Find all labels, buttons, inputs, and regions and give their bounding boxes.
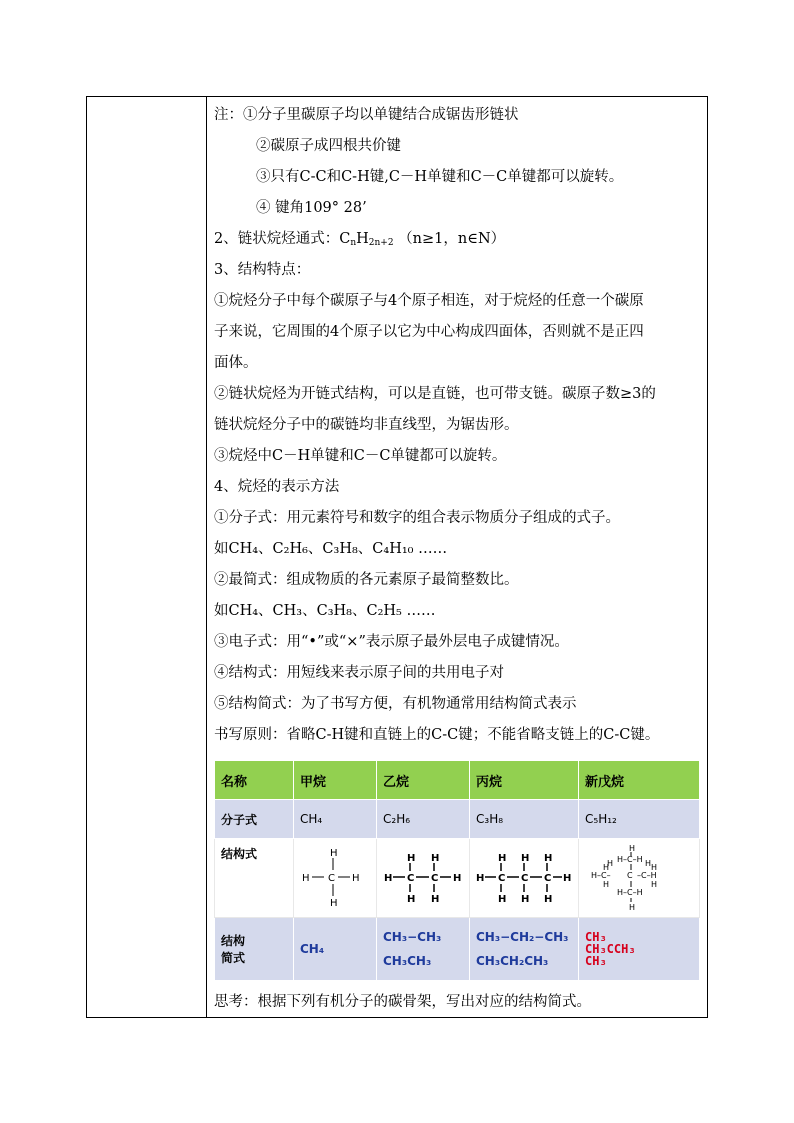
header-methane: 甲烷 [294, 761, 377, 800]
svg-text:H: H [603, 879, 610, 889]
svg-text:H: H [476, 872, 485, 884]
structure-p2-a: ②链状烷烃为开链式结构，可以是直链，也可带支链。碳原子数≥3的 [214, 386, 656, 402]
svg-text:H: H [431, 852, 440, 864]
svg-text:H: H [521, 893, 530, 905]
method-5: ⑤结构简式：为了书写方便，有机物通常用结构简式表示 [214, 696, 577, 712]
header-ethane: 乙烷 [377, 761, 470, 800]
method-2-example: 如CH₄、CH₃、C₃H₈、C₂H₅ …… [214, 603, 436, 619]
propane-condensed-line1: CH₃−CH₂−CH₃ [476, 930, 569, 944]
svg-text:–C–H: –C–H [637, 870, 657, 880]
general-formula-h: H [356, 231, 369, 247]
methane-structure-diagram [300, 844, 366, 910]
svg-text:H: H [603, 862, 610, 872]
svg-text:C: C [544, 872, 552, 884]
table-row-condensed-formula [215, 918, 700, 981]
row-label-condensed-line1: 结构 [221, 934, 246, 948]
svg-text:C: C [407, 872, 415, 884]
content-cell [214, 100, 704, 751]
cell-propane-formula: C₃H₈ [470, 800, 579, 839]
table-row-molecular-formula [215, 800, 700, 839]
svg-text:C: C [328, 872, 335, 884]
table-header-row [215, 761, 700, 800]
svg-text:H: H [498, 893, 507, 905]
svg-text:H: H [330, 847, 338, 859]
svg-text:H: H [453, 872, 462, 884]
svg-text:H–C–H: H–C–H [617, 854, 643, 864]
svg-text:H: H [629, 902, 636, 912]
structure-p1-b: 子来说，它周围的4个原子以它为中心构成四面体，否则就不是正四 [214, 324, 644, 340]
cell-methane-structure [294, 839, 377, 918]
svg-text:H: H [498, 852, 507, 864]
cell-propane-condensed [470, 918, 579, 981]
general-formula-line [214, 224, 704, 255]
writing-rule: 书写原则：省略C-H键和直链上的C-C键；不能省略支链上的C-C键。 [214, 727, 660, 743]
svg-text:H: H [563, 872, 572, 884]
header-propane: 丙烷 [470, 761, 579, 800]
table-row-structural-formula [215, 839, 700, 918]
row-label-molecular: 分子式 [215, 800, 294, 839]
svg-text:H–C–: H–C– [591, 870, 611, 880]
svg-text:H: H [407, 852, 416, 864]
method-3: ③电子式：用“•”或“×”表示原子最外层电子成键情况。 [214, 634, 569, 650]
cell-ethane-structure [377, 839, 470, 918]
svg-text:C: C [521, 872, 529, 884]
header-name: 名称 [215, 761, 294, 800]
structure-p2-b: 链状烷烃分子中的碳链均非直线型，为锯齿形。 [214, 417, 519, 433]
svg-text:C: C [431, 872, 439, 884]
svg-text:H: H [607, 858, 614, 868]
method-4: ④结构式：用短线来表示原子间的共用电子对 [214, 665, 504, 681]
neopentane-structure-diagram [585, 842, 685, 912]
svg-text:H: H [544, 893, 553, 905]
representation-heading: 4、烷烃的表示方法 [214, 479, 340, 495]
general-formula-suffix: （n≥1，n∈N） [393, 231, 506, 247]
alkane-table [214, 760, 700, 981]
general-formula-prefix: 2、链状烷烃通式：C [214, 231, 351, 247]
propane-condensed-line2: CH₃CH₂CH₃ [476, 954, 549, 968]
svg-text:H: H [645, 858, 652, 868]
svg-text:C: C [498, 872, 506, 884]
svg-text:H: H [302, 872, 310, 884]
thinking-prompt: 思考：根据下列有机分子的碳骨架，写出对应的结构简式。 [214, 994, 591, 1010]
propane-structure-diagram [476, 849, 572, 905]
structure-p1-c: 面体。 [214, 355, 258, 371]
svg-text:H: H [651, 862, 658, 872]
cell-methane-condensed: CH₄ [294, 918, 377, 981]
ethane-condensed-line1: CH₃−CH₃ [383, 930, 442, 944]
cell-neopentane-structure [579, 839, 700, 918]
structure-p3: ③烷烃中C－H单键和C－C单键都可以旋转。 [214, 448, 507, 464]
note-line-4: ④ 键角109° 28’ [256, 200, 367, 216]
header-neopentane: 新戊烷 [579, 761, 700, 800]
note-line-3: ③只有C-C和C-H键,C－H单键和C－C单键都可以旋转。 [256, 169, 624, 185]
method-1-example: 如CH₄、C₂H₆、C₃H₈、C₄H₁₀ …… [214, 541, 448, 557]
cell-methane-formula: CH₄ [294, 800, 377, 839]
svg-text:H–C–H: H–C–H [617, 887, 643, 897]
svg-text:H: H [629, 843, 636, 853]
svg-text:C: C [627, 870, 633, 880]
method-2: ②最简式：组成物质的各元素原子最简整数比。 [214, 572, 519, 588]
ethane-condensed-line2: CH₃CH₃ [383, 954, 432, 968]
ethane-structure-diagram [383, 849, 463, 905]
method-1: ①分子式：用元素符号和数字的组合表示物质分子组成的式子。 [214, 510, 620, 526]
svg-text:H: H [431, 893, 440, 905]
general-formula-sub-n: n [350, 238, 357, 248]
svg-text:H: H [544, 852, 553, 864]
note-line-1: 注：①分子里碳原子均以单键结合成锯齿形链状 [214, 107, 519, 123]
note-line-2: ②碳原子成四根共价键 [256, 138, 401, 154]
cell-neopentane-formula: C₅H₁₂ [579, 800, 700, 839]
column-divider [206, 96, 207, 1018]
svg-text:H: H [384, 872, 393, 884]
svg-text:H: H [521, 852, 530, 864]
svg-text:H: H [330, 897, 338, 909]
cell-propane-structure [470, 839, 579, 918]
svg-text:H: H [407, 893, 416, 905]
svg-text:H: H [651, 879, 658, 889]
cell-ethane-formula: C₂H₆ [377, 800, 470, 839]
cell-ethane-condensed [377, 918, 470, 981]
row-label-condensed [215, 918, 294, 981]
structure-p1-a: ①烷烃分子中每个碳原子与4个原子相连，对于烷烃的任意一个碳原 [214, 293, 644, 309]
svg-text:H: H [352, 872, 360, 884]
general-formula-sub-2n2: 2n+2 [368, 238, 394, 248]
row-label-condensed-line2: 简式 [221, 951, 246, 965]
row-label-structural: 结构式 [215, 839, 294, 918]
cell-neopentane-condensed: CH₃ CH₃CCH₃ CH₃ [579, 918, 700, 981]
structure-heading: 3、结构特点： [214, 262, 311, 278]
